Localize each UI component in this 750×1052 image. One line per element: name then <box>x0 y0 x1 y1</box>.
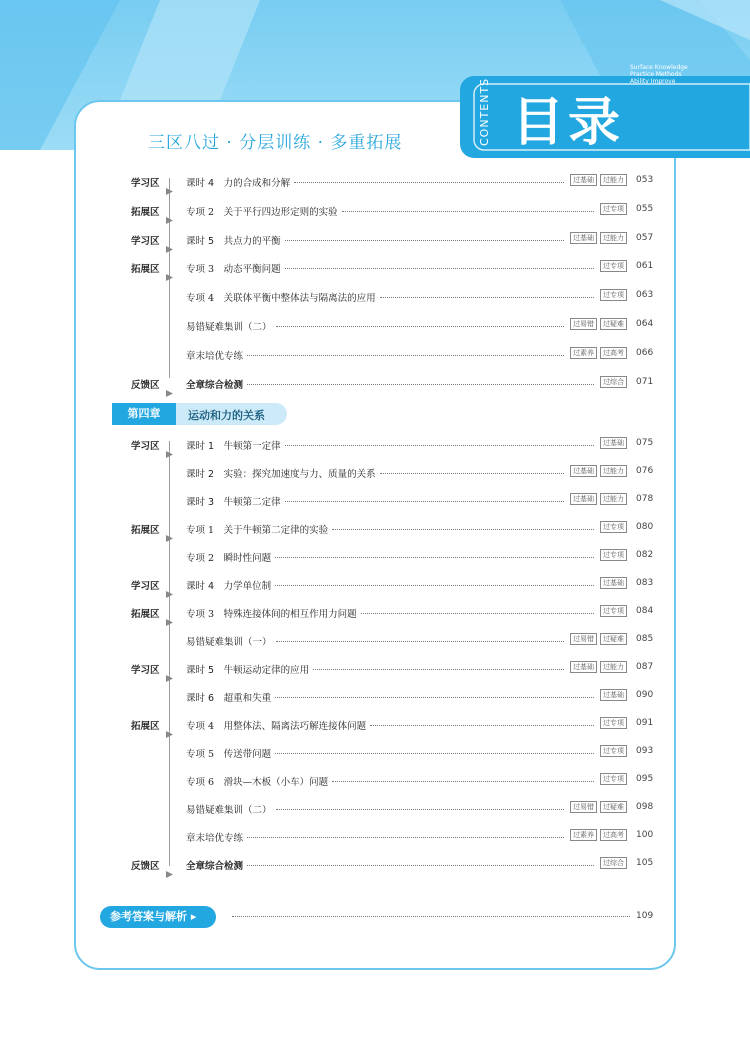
toc-entry[interactable] <box>0 290 750 306</box>
toc-entry[interactable] <box>0 319 750 335</box>
page-number: 080 <box>636 522 654 532</box>
entry-title: 易错疑难集训（二） <box>186 322 272 333</box>
badge: 过基础 <box>570 232 597 244</box>
page-number: 075 <box>636 438 654 448</box>
badge-group <box>570 232 627 244</box>
badge-group <box>600 605 627 617</box>
badge: 过高考 <box>600 829 627 841</box>
timeline-dot <box>166 180 173 187</box>
page-number: 076 <box>636 466 654 476</box>
toc-entry[interactable] <box>0 175 750 191</box>
entry-title: 专项 2 瞬时性问题 <box>186 553 272 564</box>
zone-label: 学习区 <box>131 581 160 592</box>
entry-title: 专项 3 动态平衡问题 <box>186 264 281 276</box>
badge: 过基础 <box>570 493 597 505</box>
leader-dots <box>247 865 594 866</box>
leader-dots <box>370 725 594 726</box>
toc-entry[interactable] <box>0 550 750 566</box>
page-number: 057 <box>636 232 654 243</box>
contents-label: CONTENTS <box>478 77 491 146</box>
entry-title: 专项 3 特殊连接体间的相互作用力问题 <box>186 609 357 620</box>
badge-group <box>570 829 627 841</box>
entry-title: 课时 5 牛顿运动定律的应用 <box>186 665 310 676</box>
page-number: 091 <box>636 718 654 728</box>
timeline-dot <box>166 266 173 273</box>
page-number: 098 <box>636 802 654 812</box>
badge-group <box>570 493 627 505</box>
badge-group <box>570 465 627 477</box>
toc-entry[interactable] <box>0 377 750 393</box>
toc-entry[interactable] <box>0 522 750 538</box>
zone-label: 学习区 <box>131 178 160 189</box>
entry-title: 专项 4 关联体平衡中整体法与隔离法的应用 <box>186 293 376 305</box>
badge-group <box>570 633 627 645</box>
toc-entry[interactable] <box>0 746 750 762</box>
entry-title: 全章综合检测 <box>186 861 244 872</box>
leader-dots <box>275 585 594 586</box>
entry-title: 课时 6 超重和失重 <box>186 693 272 704</box>
zone-label: 反馈区 <box>131 861 160 872</box>
leader-dots <box>361 613 594 614</box>
page-number: 100 <box>636 830 654 840</box>
badge-group <box>570 661 627 673</box>
badge: 过能力 <box>600 174 627 186</box>
badge-group <box>600 437 627 449</box>
timeline-dot <box>166 611 173 618</box>
toc-entry[interactable] <box>0 466 750 482</box>
entry-title: 课时 2 实验：探究加速度与力、质量的关系 <box>186 469 376 480</box>
header-decoration-text: Surface Knowledge Practice Methods Ability Improve <box>630 64 688 85</box>
badge: 过综合 <box>600 376 627 388</box>
badge: 过综合 <box>600 857 627 869</box>
toc-entry[interactable] <box>0 578 750 594</box>
leader-dots <box>232 916 630 917</box>
badge-group <box>600 289 627 301</box>
leader-dots <box>276 809 564 810</box>
badge: 过专项 <box>600 605 627 617</box>
badge: 过专项 <box>600 745 627 757</box>
leader-dots <box>285 268 594 269</box>
page-number: 087 <box>636 662 654 672</box>
leader-dots <box>275 557 594 558</box>
toc-entry[interactable] <box>0 634 750 650</box>
leader-dots <box>294 182 564 183</box>
timeline-dot <box>166 583 173 590</box>
badge: 过基础 <box>600 689 627 701</box>
badge-group <box>600 689 627 701</box>
page-number: 061 <box>636 261 654 272</box>
timeline-dot <box>166 863 173 870</box>
subtitle: 三区八过 · 分层训练 · 多重拓展 <box>148 133 403 153</box>
toc-entry[interactable] <box>0 690 750 706</box>
chapter-tag: 第四章 <box>112 403 176 425</box>
chapter-header <box>122 403 287 425</box>
toc-entry[interactable] <box>0 830 750 846</box>
leader-dots <box>380 473 564 474</box>
entry-title: 课时 1 牛顿第一定律 <box>186 441 281 452</box>
toc-entry[interactable] <box>0 233 750 249</box>
badge-group <box>600 521 627 533</box>
entry-title: 专项 4 用整体法、隔离法巧解连接体问题 <box>186 721 367 732</box>
toc-entry[interactable] <box>0 662 750 678</box>
entry-title: 专项 1 关于牛顿第二定律的实验 <box>186 525 329 536</box>
page-number: 083 <box>636 578 654 588</box>
badge-group <box>570 347 627 359</box>
badge: 过素养 <box>570 347 597 359</box>
answers-button[interactable]: 参考答案与解析 ▸ <box>100 906 216 928</box>
entry-title: 课时 3 牛顿第二定律 <box>186 497 281 508</box>
zone-label: 学习区 <box>131 441 160 452</box>
badge: 过能力 <box>600 465 627 477</box>
entry-title: 章末培优专练 <box>186 350 244 362</box>
page-number: 063 <box>636 290 654 301</box>
page-number: 064 <box>636 319 654 329</box>
badge: 过专项 <box>600 773 627 785</box>
badge-group <box>600 376 627 388</box>
badge: 过能力 <box>600 493 627 505</box>
entry-title: 易错疑难集训（一） <box>186 637 272 648</box>
badge: 过能力 <box>600 661 627 673</box>
toc-entry[interactable] <box>0 261 750 277</box>
entry-title: 专项 2 关于平行四边形定则的实验 <box>186 206 338 218</box>
leader-dots <box>276 326 564 327</box>
chapter-name: 运动和力的关系 <box>188 409 265 422</box>
page-number: 082 <box>636 550 654 560</box>
zone-label: 反馈区 <box>131 379 160 391</box>
badge: 过易错 <box>570 801 597 813</box>
page-number: 105 <box>636 858 654 868</box>
page-number: 078 <box>636 494 654 504</box>
zone-label: 拓展区 <box>131 206 160 218</box>
badge: 过易错 <box>570 318 597 330</box>
leader-dots <box>247 384 594 385</box>
timeline-dot <box>166 667 173 674</box>
entry-title: 专项 5 传送带问题 <box>186 749 272 760</box>
badge: 过基础 <box>600 437 627 449</box>
zone-label: 学习区 <box>131 235 160 247</box>
leader-dots <box>285 445 594 446</box>
entry-title: 易错疑难集训（二） <box>186 805 272 816</box>
leader-dots <box>285 240 564 241</box>
badge: 过疑难 <box>600 318 627 330</box>
entry-title: 课时 4 力的合成和分解 <box>186 178 291 189</box>
page-number: 085 <box>636 634 654 644</box>
page-number: 084 <box>636 606 654 616</box>
leader-dots <box>285 501 564 502</box>
badge-group <box>570 174 627 186</box>
badge-group <box>570 318 627 330</box>
zone-label: 拓展区 <box>131 264 160 276</box>
page-number: 053 <box>636 175 654 185</box>
badge-group <box>600 857 627 869</box>
badge-group <box>600 773 627 785</box>
page-number: 095 <box>636 774 654 784</box>
timeline-dot <box>166 209 173 216</box>
badge: 过基础 <box>570 174 597 186</box>
zone-label: 拓展区 <box>131 721 160 732</box>
timeline-dot <box>166 443 173 450</box>
badge: 过基础 <box>600 577 627 589</box>
page-number: 109 <box>636 911 654 921</box>
page-number: 093 <box>636 746 654 756</box>
badge-group <box>600 260 627 272</box>
leader-dots <box>342 211 594 212</box>
zone-label: 拓展区 <box>131 609 160 620</box>
leader-dots <box>247 355 564 356</box>
badge-group <box>600 577 627 589</box>
timeline-dot <box>166 723 173 730</box>
entry-title: 专项 6 滑块—木板（小车）问题 <box>186 777 329 788</box>
page-number: 066 <box>636 347 654 358</box>
toc-entry[interactable] <box>0 606 750 622</box>
toc-entry[interactable] <box>0 774 750 790</box>
timeline-dot <box>166 238 173 245</box>
badge: 过专项 <box>600 521 627 533</box>
zone-label: 拓展区 <box>131 525 160 536</box>
page-number: 071 <box>636 376 654 387</box>
leader-dots <box>332 529 594 530</box>
toc-entry[interactable] <box>0 204 750 220</box>
badge-group <box>600 549 627 561</box>
badge: 过专项 <box>600 289 627 301</box>
badge-group <box>600 745 627 757</box>
zone-label: 学习区 <box>131 665 160 676</box>
leader-dots <box>332 781 594 782</box>
badge: 过疑难 <box>600 633 627 645</box>
badge: 过高考 <box>600 347 627 359</box>
entry-title: 课时 5 共点力的平衡 <box>186 235 281 247</box>
badge: 过基础 <box>570 465 597 477</box>
entry-title: 全章综合检测 <box>186 379 244 391</box>
entry-title: 课时 4 力学单位制 <box>186 581 272 592</box>
badge: 过专项 <box>600 717 627 729</box>
badge: 过疑难 <box>600 801 627 813</box>
entry-title: 章末培优专练 <box>186 833 244 844</box>
page-number: 055 <box>636 203 654 214</box>
toc-entry[interactable] <box>0 858 750 874</box>
toc-entry[interactable] <box>0 718 750 734</box>
toc-entry[interactable] <box>0 802 750 818</box>
badge: 过基础 <box>570 661 597 673</box>
leader-dots <box>275 753 594 754</box>
badge: 过专项 <box>600 260 627 272</box>
toc-entry[interactable] <box>0 494 750 510</box>
badge: 过专项 <box>600 203 627 215</box>
leader-dots <box>380 297 594 298</box>
toc-entry[interactable] <box>0 438 750 454</box>
badge: 过能力 <box>600 232 627 244</box>
leader-dots <box>313 669 564 670</box>
badge: 过易错 <box>570 633 597 645</box>
page-number: 090 <box>636 690 654 700</box>
leader-dots <box>247 837 564 838</box>
badge: 过专项 <box>600 549 627 561</box>
badge-group <box>600 203 627 215</box>
page-title: 目录 <box>512 93 625 153</box>
badge: 过素养 <box>570 829 597 841</box>
badge-group <box>600 717 627 729</box>
leader-dots <box>276 641 564 642</box>
timeline-dot <box>166 382 173 389</box>
leader-dots <box>275 697 594 698</box>
toc-entry[interactable] <box>0 348 750 364</box>
badge-group <box>570 801 627 813</box>
timeline-dot <box>166 527 173 534</box>
